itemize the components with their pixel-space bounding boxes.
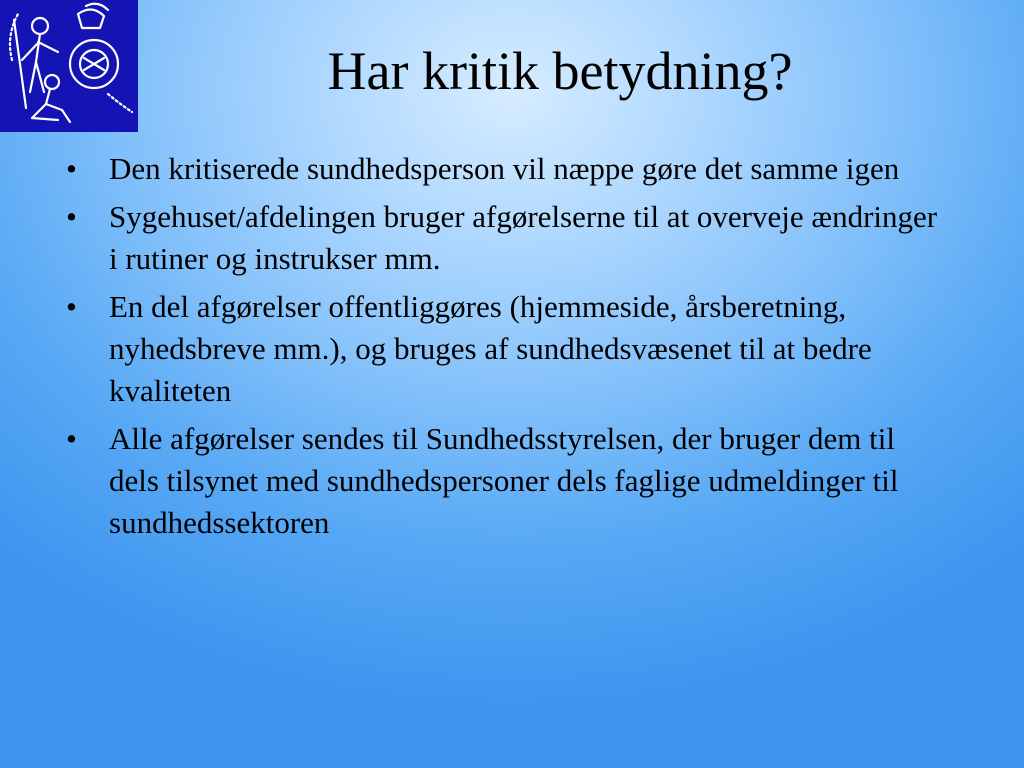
bullet-marker: • — [66, 199, 77, 234]
bullet-marker: • — [66, 151, 77, 186]
list-item — [66, 196, 946, 280]
bullet-marker: • — [66, 421, 77, 456]
bullet-marker: • — [66, 289, 77, 324]
bullet-text: Alle afgørelser sendes til Sundhedsstyrelsen, der bruger dem til dels tilsynet med sundhedspersoner dels faglige udmeldinger til sundhedssektoren — [109, 421, 899, 540]
list-item — [66, 418, 946, 544]
list-item — [66, 286, 946, 412]
slide-title: Har kritik betydning? — [327, 41, 793, 101]
list-item — [66, 148, 946, 190]
logo-greek-figures-icon — [0, 0, 138, 132]
bullet-text: Den kritiserede sundhedsperson vil næppe gøre det samme igen — [109, 151, 900, 186]
bullet-text: Sygehuset/afdelingen bruger afgørelserne til at overveje ændringer i rutiner og instrukser mm. — [109, 199, 938, 276]
bullet-list — [66, 148, 946, 550]
bullet-text: En del afgørelser offentliggøres (hjemmeside, årsberetning, nyhedsbreve mm.), og bruges af sundhedsvæsenet til at bedre kvaliteten — [109, 289, 872, 408]
